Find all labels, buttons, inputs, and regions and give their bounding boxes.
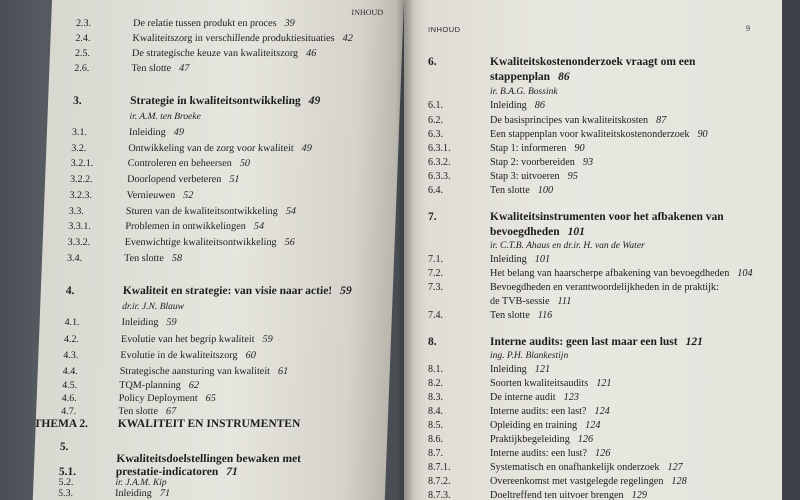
toc-number: 3.2.1. xyxy=(70,158,94,169)
toc-number: 5.1. xyxy=(58,466,77,478)
toc-number: 7.4. xyxy=(428,310,443,321)
toc-page-number: 128 xyxy=(671,476,687,487)
toc-page-number: 116 xyxy=(537,310,553,321)
toc-page-number: 71 xyxy=(159,488,171,499)
toc-number: 2.4. xyxy=(75,33,91,44)
toc-entry xyxy=(490,476,687,488)
toc-entry xyxy=(490,490,647,500)
toc-page-number: 111 xyxy=(557,296,572,307)
toc-entry-text: de TVB-sessie xyxy=(490,296,550,307)
toc-page-number: 90 xyxy=(574,143,585,154)
left-page xyxy=(33,0,404,500)
toc-entry-text: ir. B.A.G. Bossink xyxy=(490,87,558,97)
toc-author xyxy=(129,111,201,123)
toc-chapter-title xyxy=(116,453,301,465)
toc-chapter-title xyxy=(490,211,724,223)
toc-number: 8.6. xyxy=(428,434,443,445)
toc-entry xyxy=(119,366,288,378)
toc-entry-text: De relatie tussen produkt en proces xyxy=(132,18,277,29)
toc-entry-text: Inleiding xyxy=(490,100,527,111)
toc-entry xyxy=(490,268,753,280)
toc-entry-text: ing. P.H. Blankestijn xyxy=(490,351,569,361)
toc-entry-text: Interne audits: geen last maar een lust xyxy=(490,336,678,348)
toc-page-number: 39 xyxy=(284,18,295,29)
toc-page-number: 127 xyxy=(667,462,683,473)
toc-entry-text: KWALITEIT EN INSTRUMENTEN xyxy=(117,418,301,430)
toc-chapter-title xyxy=(490,226,585,238)
toc-entry xyxy=(124,237,295,249)
toc-page-number: 58 xyxy=(171,253,183,264)
toc-entry-text: Ontwikkeling van de zorg voor kwaliteit xyxy=(128,143,294,154)
toc-entry-text: Ten slotte xyxy=(117,406,159,417)
right-running-header: INHOUD xyxy=(428,25,461,34)
toc-entry-text: Ten slotte xyxy=(490,310,530,321)
toc-number: 6.2. xyxy=(428,115,443,126)
toc-number: 3.3. xyxy=(68,206,85,217)
toc-number: 5. xyxy=(59,441,69,453)
toc-number: 8.4. xyxy=(428,406,443,417)
toc-entry-text: Kwaliteitsinstrumenten voor het afbakenen van xyxy=(490,211,724,223)
left-running-header: INHOUD xyxy=(351,8,384,17)
toc-page-number: 95 xyxy=(567,171,578,182)
toc-chapter-title xyxy=(123,285,352,297)
toc-number: 5.3. xyxy=(57,488,74,499)
toc-author xyxy=(122,301,184,313)
toc-entry-text: Het belang van haarscherpe afbakening van bevoegdheden xyxy=(490,268,730,279)
toc-number: 2.3. xyxy=(75,18,92,29)
toc-entry-text: Sturen van de kwaliteitsontwikkeling xyxy=(125,206,279,217)
toc-entry xyxy=(129,127,184,139)
toc-number: 4.2. xyxy=(63,334,80,345)
toc-number: 4.7. xyxy=(60,406,77,417)
toc-entry xyxy=(132,33,353,45)
toc-page-number: 49 xyxy=(301,143,313,154)
toc-page-number: 123 xyxy=(563,392,579,403)
toc-page-number: 50 xyxy=(239,158,251,169)
toc-entry-text: Doorlopend verbeteren xyxy=(126,174,222,185)
toc-entry-text: Inleiding xyxy=(490,364,527,375)
toc-entry-text: Strategie in kwaliteitsontwikkeling xyxy=(129,95,301,107)
toc-page-number: 62 xyxy=(188,380,200,391)
toc-entry-text: Problemen in ontwikkelingen xyxy=(125,221,247,232)
toc-page-number: 87 xyxy=(656,115,667,126)
toc-entry xyxy=(131,63,189,75)
toc-page-number: 51 xyxy=(229,174,240,185)
toc-entry xyxy=(118,393,216,405)
toc-number: THEMA 2. xyxy=(33,418,89,430)
toc-entry xyxy=(490,462,683,474)
toc-entry xyxy=(125,221,264,233)
toc-number: 6.4. xyxy=(428,185,443,196)
toc-number: 6.3.2. xyxy=(428,157,451,168)
book-gutter xyxy=(396,0,414,500)
toc-entry xyxy=(119,380,199,392)
toc-page-number: 86 xyxy=(558,71,570,83)
toc-entry xyxy=(490,392,579,404)
toc-number: 3.3.2. xyxy=(67,237,91,248)
toc-chapter-title xyxy=(490,71,570,83)
toc-page-number: 129 xyxy=(631,490,647,500)
toc-entry-text: Inleiding xyxy=(490,254,527,265)
toc-page-number: 42 xyxy=(342,33,354,44)
toc-entry-text: Evenwichtige kwaliteitsontwikkeling xyxy=(124,237,277,248)
toc-page-number: 90 xyxy=(697,129,708,140)
toc-entry xyxy=(121,334,273,346)
toc-number: 3.1. xyxy=(71,127,88,138)
toc-entry-text: Ten slotte xyxy=(490,185,530,196)
toc-entry-text: De interne audit xyxy=(490,392,556,403)
toc-page-number: 67 xyxy=(165,406,177,417)
toc-entry-text: Overeenkomst met vastgelegde regelingen xyxy=(490,476,664,487)
toc-entry-text: Interne audits: een lust? xyxy=(490,448,588,459)
toc-number: 6.3.3. xyxy=(428,171,451,182)
toc-entry xyxy=(490,282,719,294)
toc-page-number: 121 xyxy=(685,336,703,348)
toc-number: 8.7.3. xyxy=(428,490,451,500)
toc-number: 8.5. xyxy=(428,420,443,431)
toc-entry-text: Een stappenplan voor kwaliteitskostenonderzoek xyxy=(490,129,690,140)
toc-entry-text: dr.ir. J.N. Blauw xyxy=(122,302,185,312)
toc-page-number: 59 xyxy=(262,334,273,345)
toc-page-number: 93 xyxy=(582,157,594,168)
toc-entry xyxy=(127,174,240,186)
toc-entry-text: Doeltreffend ten uitvoer brengen xyxy=(490,490,624,500)
toc-entry-text: Stap 2: voorbereiden xyxy=(490,157,575,168)
toc-entry-text: bevoegdheden xyxy=(490,226,560,238)
toc-page-number: 124 xyxy=(594,406,610,417)
toc-entry-text: Vernieuwen xyxy=(126,190,176,201)
toc-number: 3.2.3. xyxy=(69,190,93,201)
toc-entry xyxy=(115,488,170,500)
toc-entry-text: Policy Deployment xyxy=(118,393,198,404)
toc-number: 5.2. xyxy=(58,477,74,488)
toc-entry xyxy=(490,100,545,112)
toc-entry xyxy=(490,434,593,446)
toc-number: 6. xyxy=(428,56,437,68)
toc-entry xyxy=(490,129,708,141)
toc-number: 8.1. xyxy=(428,364,443,375)
toc-entry-text: stappenplan xyxy=(490,71,551,83)
toc-page-number: 54 xyxy=(253,221,265,232)
toc-entry xyxy=(490,364,550,376)
toc-entry xyxy=(490,448,610,460)
toc-page-number: 101 xyxy=(567,226,585,238)
toc-entry xyxy=(124,253,182,265)
toc-entry xyxy=(126,190,193,202)
toc-entry-text: Kwaliteitszorg in verschillende produktiesituaties xyxy=(132,33,335,44)
toc-page-number: 61 xyxy=(277,366,289,377)
toc-number: 8. xyxy=(428,336,437,348)
toc-number: 6.1. xyxy=(428,100,443,111)
toc-number: 7. xyxy=(428,211,437,223)
toc-page-number: 52 xyxy=(182,190,194,201)
toc-entry-text: Kwaliteitsdoelstellingen bewaken met xyxy=(116,453,302,465)
toc-page-number: 59 xyxy=(339,285,352,297)
toc-entry xyxy=(120,350,256,362)
toc-entry-text: Interne audits: een last? xyxy=(490,406,587,417)
toc-entry xyxy=(490,406,610,418)
toc-entry-text: Stap 3: uitvoeren xyxy=(490,171,560,182)
toc-entry-text: Kwaliteit en strategie: van visie naar actie! xyxy=(122,285,333,297)
toc-page-number: 100 xyxy=(537,185,554,196)
toc-entry-text: Evolutie in de kwaliteitszorg xyxy=(120,350,238,361)
toc-entry xyxy=(133,18,295,30)
toc-entry xyxy=(127,158,250,170)
toc-number: 4.6. xyxy=(61,393,77,404)
toc-entry xyxy=(490,171,578,183)
toc-page-number: 121 xyxy=(534,364,551,375)
right-page xyxy=(404,0,782,500)
toc-entry xyxy=(490,296,571,308)
toc-page-number: 124 xyxy=(585,420,601,431)
toc-page-number: 71 xyxy=(226,466,239,478)
toc-entry xyxy=(490,185,553,197)
toc-number: 4.1. xyxy=(64,317,80,328)
toc-page-number: 104 xyxy=(737,268,753,279)
toc-number: 8.2. xyxy=(428,378,443,389)
toc-number: 8.7. xyxy=(428,448,443,459)
toc-entry-text: Controleren en beheersen xyxy=(127,158,233,169)
toc-number: 4.4. xyxy=(62,366,78,377)
toc-entry-text: Strategische aansturing van kwaliteit xyxy=(119,366,271,377)
toc-number: 7.1. xyxy=(428,254,443,265)
toc-number: 6.3.1. xyxy=(428,143,451,154)
toc-number: 2.6. xyxy=(74,63,90,74)
toc-entry-text: TQM-planning xyxy=(118,380,182,391)
toc-number: 4.3. xyxy=(63,350,79,361)
toc-entry xyxy=(490,157,593,169)
toc-number: 3.2. xyxy=(71,143,87,154)
toc-entry xyxy=(121,317,176,329)
toc-author xyxy=(490,86,558,98)
toc-number: 7.3. xyxy=(428,282,443,293)
toc-number: 3. xyxy=(72,95,82,107)
toc-entry-text: ir. J.A.M. Kip xyxy=(115,478,167,488)
toc-number: 2.5. xyxy=(74,48,91,59)
toc-chapter-title xyxy=(130,95,321,107)
toc-entry-text: Systematisch en onafhankelijk onderzoek xyxy=(490,462,660,473)
toc-entry xyxy=(490,378,611,390)
toc-chapter-title xyxy=(117,418,300,430)
toc-page-number: 126 xyxy=(577,434,594,445)
toc-page-number: 49 xyxy=(308,95,321,107)
toc-page-number: 121 xyxy=(596,378,612,389)
toc-page-number: 47 xyxy=(178,63,190,74)
toc-entry-text: Opleiding en training xyxy=(490,420,578,431)
toc-entry xyxy=(126,206,297,218)
toc-number: 3.4. xyxy=(66,253,83,264)
toc-entry xyxy=(118,406,176,418)
toc-entry-text: Praktijkbegeleiding xyxy=(490,434,570,445)
toc-entry-text: Kwaliteitskostenonderzoek vraagt om een xyxy=(490,56,696,68)
toc-page-number: 59 xyxy=(166,317,177,328)
toc-number: 3.3.1. xyxy=(68,221,92,232)
toc-entry-text: De basisprincipes van kwaliteitskosten xyxy=(490,115,649,126)
toc-entry-text: Stap 1: informeren xyxy=(490,143,567,154)
toc-author xyxy=(490,240,645,252)
toc-page-number: 86 xyxy=(534,100,545,111)
page-number: 9 xyxy=(746,24,750,33)
toc-number: 7.2. xyxy=(428,268,443,279)
toc-number: 6.3. xyxy=(428,129,443,140)
toc-page-number: 46 xyxy=(305,48,317,59)
toc-entry-text: ir. A.M. ten Broeke xyxy=(129,112,201,122)
toc-chapter-title xyxy=(490,56,695,68)
toc-chapter-title xyxy=(490,336,703,348)
toc-page-number: 49 xyxy=(173,127,185,138)
toc-entry-text: Ten slotte xyxy=(131,63,172,74)
toc-entry-text: Evolutie van het begrip kwaliteit xyxy=(120,334,255,345)
toc-entry xyxy=(132,48,317,60)
toc-page-number: 65 xyxy=(205,393,217,404)
toc-entry xyxy=(490,254,550,266)
toc-entry-text: De strategische keuze van kwaliteitszorg xyxy=(131,48,299,59)
toc-author xyxy=(490,350,568,362)
toc-entry-text: Inleiding xyxy=(128,127,166,138)
toc-page-number: 126 xyxy=(595,448,611,459)
toc-number: 8.7.2. xyxy=(428,476,451,487)
toc-number: 8.3. xyxy=(428,392,443,403)
toc-entry xyxy=(128,143,312,155)
toc-page-number: 60 xyxy=(245,350,256,361)
toc-entry-text: Inleiding xyxy=(114,488,153,499)
toc-page-number: 54 xyxy=(285,206,297,217)
toc-entry-text: Bevoegdheden en verantwoordelijkheden in de praktijk: xyxy=(490,282,719,293)
toc-page-number: 101 xyxy=(534,254,551,265)
toc-number: 3.2.2. xyxy=(69,174,93,185)
toc-entry-text: prestatie-indicatoren xyxy=(115,466,219,478)
toc-entry xyxy=(490,115,666,127)
toc-number: 4. xyxy=(65,285,75,297)
toc-number: 8.7.1. xyxy=(428,462,451,473)
toc-entry xyxy=(490,310,552,322)
toc-entry-text: ir. C.T.B. Ahaus en dr.ir. H. van de Water xyxy=(490,241,645,251)
toc-entry-text: Ten slotte xyxy=(123,253,165,264)
toc-entry xyxy=(490,143,585,155)
toc-entry-text: Soorten kwaliteitsaudits xyxy=(490,378,589,389)
toc-number: 4.5. xyxy=(61,380,78,391)
toc-entry xyxy=(490,420,600,432)
toc-page-number: 56 xyxy=(284,237,296,248)
toc-entry-text: Inleiding xyxy=(121,317,159,328)
